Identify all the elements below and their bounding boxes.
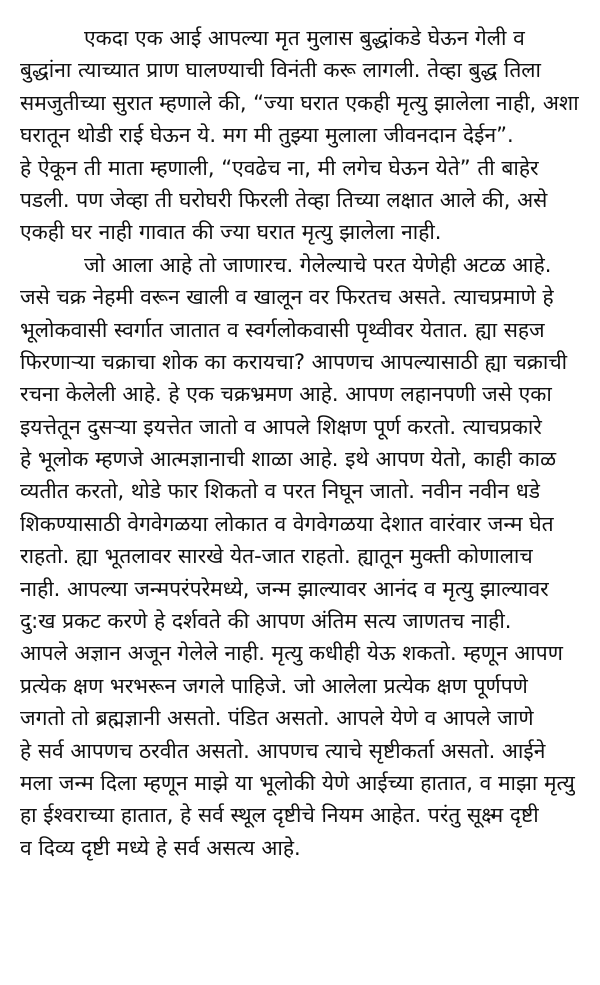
text-line: प्रत्येक क्षण भरभरून जगले पाहिजे. जो आलेला प्रत्येक क्षण पूर्णपणे	[20, 673, 528, 698]
text-line: एकही घर नाही गावात की ज्या घरात मृत्यु झालेला नाही.	[20, 220, 442, 245]
text-line: जसे चक्र नेहमी वरून खाली व खालून वर फिरतच असते. त्याचप्रमाणे हे	[20, 285, 554, 310]
text-line: राहतो. ह्या भूतलावर सारखे येत-जात राहतो. ह्यातून मुक्ती कोणालाच	[20, 544, 533, 569]
text-line: एकदा एक आई आपल्या मृत मुलास बुद्धांकडे घेऊन गेली व	[84, 26, 525, 50]
paragraph-2	[20, 249, 584, 864]
paragraph-1	[20, 22, 584, 249]
text-line: शिकण्यासाठी वेगवेगळया लोकात व वेगवेगळया देशात वारंवार जन्म घेत	[20, 511, 554, 536]
text-line: जगतो तो ब्रह्मज्ञानी असतो. पंडित असतो. आपले येणे व आपले जाणे	[20, 706, 534, 731]
text-line: आपले अज्ञान अजून गेलेले नाही. मृत्यु कधीही येऊ शकतो. म्हणून आपण	[20, 641, 563, 666]
text-line: मला जन्म दिला म्हणून माझे या भूलोकी येणे आईच्या हातात, व माझा मृत्यु	[20, 770, 575, 795]
text-line: इयत्तेतून दुसऱ्या इयत्तेत जातो व आपले शिक्षण पूर्ण करतो. त्याचप्रकारे	[20, 414, 542, 439]
text-line: हे भूलोक म्हणजे आत्मज्ञानाची शाळा आहे. इथे आपण येतो, काही काळ	[20, 447, 557, 472]
text-line: व्यतीत करतो, थोडे फार शिकतो व परत निघून जातो. नवीन नवीन धडे	[20, 479, 540, 504]
text-line: रचना केलेली आहे. हे एक चक्रभ्रमण आहे. आपण लहानपणी जसे एका	[20, 382, 552, 407]
text-line: बुद्धांना त्याच्यात प्राण घालण्याची विनंती करू लागली. तेव्हा बुद्ध तिला	[20, 58, 541, 83]
text-line: फिरणाऱ्या चक्राचा शोक का करायचा? आपणच आपल्यासाठी ह्या चक्राची	[20, 349, 568, 374]
text-line: जो आला आहे तो जाणारच. गेलेल्याचे परत येणेही अटळ आहे.	[84, 252, 552, 277]
text-line: समजुतीच्या सुरात म्हणाले की, “ज्या घरात एकही मृत्यु झालेला नाही, अशा	[20, 90, 579, 115]
text-line: घरातून थोडी राई घेऊन ये. मग मी तुझ्या मुलाला जीवनदान देईन”.	[20, 123, 514, 148]
text-line: दु:ख प्रकट करणे हे दर्शवते की आपण अंतिम सत्य जाणतच नाही.	[20, 609, 512, 634]
text-line: हे सर्व आपणच ठरवीत असतो. आपणच त्याचे सृष्टीकर्ता असतो. आईने	[20, 738, 546, 763]
text-line: भूलोकवासी स्वर्गात जातात व स्वर्गलोकवासी पृथ्वीवर येतात. ह्या सहज	[20, 317, 545, 342]
text-line: नाही. आपल्या जन्मपरंपरेमध्ये, जन्म झाल्यावर आनंद व मृत्यु झाल्यावर	[20, 576, 549, 601]
text-line: पडली. पण जेव्हा ती घरोघरी फिरली तेव्हा तिच्या लक्षात आले की, असे	[20, 187, 548, 212]
text-line: व दिव्य दृष्टी मध्ये हे सर्व असत्य आहे.	[20, 835, 301, 860]
text-line: हे ऐकून ती माता म्हणाली, “एवढेच ना, मी लगेच घेऊन येते” ती बाहेर	[20, 155, 539, 180]
text-line: हा ईश्वराच्या हातात, हे सर्व स्थूल दृष्टीचे नियम आहेत. परंतु सूक्ष्म दृष्टी	[20, 803, 539, 828]
body-text	[20, 22, 584, 864]
